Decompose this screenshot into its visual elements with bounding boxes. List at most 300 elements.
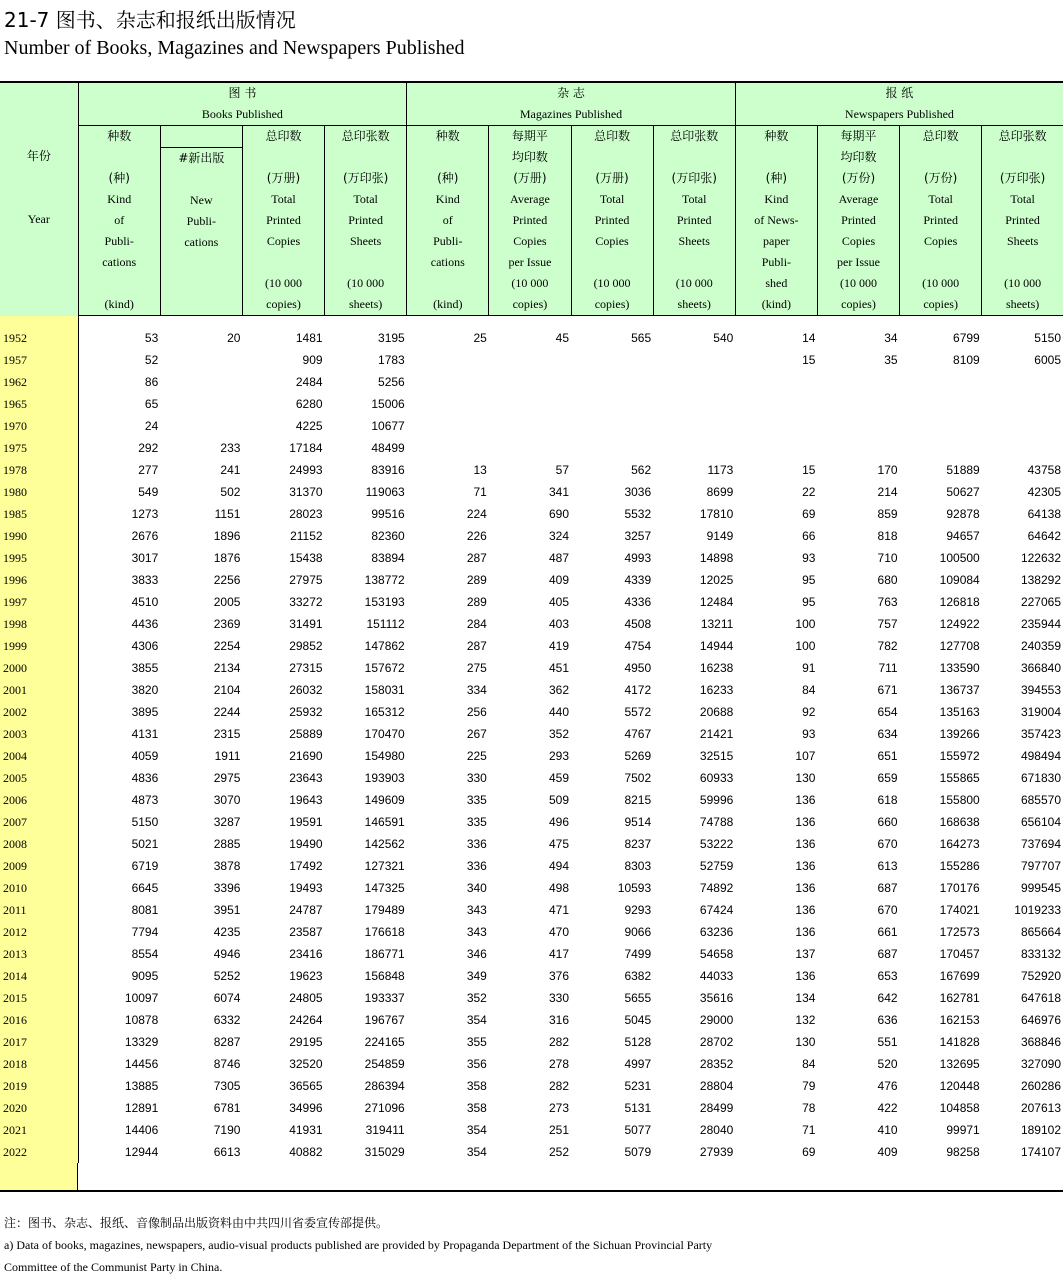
value-cell: 24 [144,419,159,433]
col-label-cn: 总印张数 [998,129,1047,143]
value-cell: 8081 [131,903,159,917]
value-cell [653,349,735,371]
value-cell: 214 [877,485,898,499]
value-cell: 136 [795,925,816,939]
col-label-cn: 种数 [107,129,132,143]
value-cell: 282 [548,1035,569,1049]
newspapers-group-en: Newspapers Published [844,107,954,121]
value-cell: 498 [548,881,569,895]
value-cell: 260286 [1020,1079,1061,1093]
value-cell: 48499 [371,441,405,455]
year-cell [0,316,78,328]
value-cell: 451 [548,661,569,675]
col-label-en: Kind [107,192,132,206]
value-cell: 24264 [289,1013,323,1027]
year-cell: 2018 [0,1053,78,1075]
value-cell: 120448 [939,1079,980,1093]
value-cell: 324 [548,529,569,543]
value-cell: 67424 [699,903,734,917]
value-cell: 28702 [699,1035,734,1049]
year-cell: 2009 [0,855,78,877]
value-cell: 6280 [295,397,323,411]
value-cell: 28023 [289,507,323,521]
value-cell: 282 [548,1079,569,1093]
value-cell: 2134 [213,661,241,675]
col-unit-en: sheets) [1005,297,1040,311]
value-cell: 358 [466,1079,487,1093]
value-cell [407,437,489,459]
newspapers-group-cn: 报 纸 [885,86,914,100]
value-cell: 84 [802,683,816,697]
col-label-en: Copies [266,234,301,248]
value-cell: 14406 [124,1123,159,1137]
value-cell: 349 [466,969,487,983]
value-cell: 1151 [214,507,241,521]
value-cell: 647618 [1020,991,1061,1005]
col-label-cn: 总印数 [594,129,631,143]
value-cell: 19643 [289,793,323,807]
year-column-fill [0,1163,78,1190]
value-cell: 4767 [624,727,652,741]
table-row [0,569,1063,591]
value-cell: 153193 [364,595,405,609]
table-row [0,701,1063,723]
year-cell: 2014 [0,965,78,987]
value-cell: 999545 [1020,881,1061,895]
table-row [0,437,1063,459]
value-cell: 330 [548,991,569,1005]
table-row [0,679,1063,701]
value-cell: 2885 [213,837,241,851]
value-cell: 2244 [213,705,241,719]
col-unit-en: copies) [266,297,301,311]
table-row [0,503,1063,525]
value-cell: 4873 [131,793,159,807]
value-cell: 6799 [953,331,980,345]
value-cell: 53 [144,331,159,345]
value-cell: 147862 [364,639,405,653]
value-cell [571,437,653,459]
value-cell: 354 [466,1013,487,1027]
value-cell: 5231 [624,1079,652,1093]
value-cell: 9149 [706,529,734,543]
year-cell: 2005 [0,767,78,789]
value-cell: 3895 [131,705,159,719]
value-cell: 7499 [624,947,652,961]
value-cell [489,349,571,371]
value-cell: 275 [466,661,487,675]
col-label-en: Printed [841,213,876,227]
value-cell: 136 [795,903,816,917]
value-cell: 17184 [289,441,323,455]
books-new-header [160,126,242,316]
value-cell: 5077 [624,1123,652,1137]
value-cell: 15 [802,353,816,367]
value-cell: 737694 [1020,837,1061,851]
value-cell: 19490 [289,837,323,851]
value-cell: 6005 [1034,353,1061,367]
value-cell: 8287 [213,1035,241,1049]
value-cell: 319411 [365,1123,405,1137]
value-cell: 7190 [213,1123,241,1137]
col-unit-cn: (万份) [841,171,876,185]
value-cell: 71 [473,485,487,499]
year-cell: 1975 [0,437,78,459]
value-cell: 13885 [124,1079,159,1093]
value-cell: 502 [220,485,241,499]
table-row [0,1141,1063,1163]
col-label-en: Total [681,192,707,206]
value-cell: 135163 [939,705,980,719]
value-cell: 687 [877,947,898,961]
value-cell: 562 [631,463,652,477]
year-cell: 1965 [0,393,78,415]
value-cell: 293 [548,749,569,763]
table-row [0,1009,1063,1031]
year-cell: 2012 [0,921,78,943]
value-cell: 235944 [1020,617,1061,631]
value-cell: 368846 [1020,1035,1061,1049]
value-cell: 136 [795,837,816,851]
col-unit-cn: (种) [108,171,130,185]
value-cell: 100 [795,639,816,653]
magazines-kinds-header [407,126,489,316]
col-label-en: Printed [512,213,548,227]
value-cell: 520 [877,1057,898,1071]
value-cell: 289 [466,595,487,609]
col-label-en: of [114,213,125,227]
value-cell: 354 [466,1145,487,1159]
value-cell: 4946 [213,947,241,961]
value-cell: 147325 [364,881,405,895]
value-cell: 4306 [131,639,159,653]
year-cell: 2015 [0,987,78,1009]
table-row [0,635,1063,657]
value-cell: 170176 [939,881,980,895]
table-row [0,547,1063,569]
value-cell: 28352 [699,1057,734,1071]
value-cell: 422 [877,1101,898,1115]
col-label-cn: 均印数 [840,150,877,164]
value-cell: 25889 [289,727,323,741]
value-cell: 3820 [131,683,159,697]
value-cell: 287 [466,639,487,653]
value-cell: 24805 [289,991,323,1005]
col-unit-en: copies) [594,297,630,311]
col-unit-en: (10 000 [840,276,877,290]
value-cell: 6382 [624,969,652,983]
value-cell: 119063 [365,485,405,499]
col-unit-en: (kind) [433,297,463,311]
value-cell: 20 [227,331,241,345]
year-cell: 2022 [0,1141,78,1163]
value-cell: 651 [877,749,898,763]
value-cell: 95 [802,573,816,587]
value-cell: 9066 [624,925,652,939]
value-cell: 74892 [699,881,734,895]
value-cell: 680 [877,573,898,587]
value-cell: 15006 [371,397,405,411]
value-cell: 475 [548,837,569,851]
value-cell: 471 [548,903,569,917]
year-cell: 1998 [0,613,78,635]
value-cell: 4131 [131,727,159,741]
col-label-en: Total [1010,192,1035,206]
value-cell: 833132 [1020,947,1061,961]
value-cell: 12484 [699,595,734,609]
value-cell: 818 [877,529,898,543]
spacer-cell [78,316,1063,328]
value-cell: 653 [877,969,898,983]
data-grid [0,83,1063,1163]
value-cell: 79 [802,1079,816,1093]
value-cell: 99971 [946,1123,980,1137]
table-row [0,723,1063,745]
value-cell: 35616 [699,991,734,1005]
value-cell: 752920 [1020,969,1061,983]
value-cell: 66 [802,529,816,543]
table-row [0,349,1063,371]
value-cell: 34 [884,331,898,345]
value-cell: 45 [555,331,569,345]
col-label-cn: 总印张数 [341,129,390,143]
col-label-en: cations [102,255,137,269]
value-cell: 100 [795,617,816,631]
value-cell: 3951 [213,903,241,917]
value-cell: 157672 [364,661,405,675]
value-cell: 315029 [364,1145,405,1159]
value-cell: 358 [466,1101,487,1115]
value-cell: 83916 [371,463,405,477]
table-row [0,789,1063,811]
value-cell: 12025 [699,573,734,587]
value-cell: 278 [548,1057,569,1071]
value-cell: 256 [466,705,487,719]
value-cell: 4436 [131,617,159,631]
year-cell: 1952 [0,327,78,349]
value-cell: 5252 [213,969,241,983]
value-cell: 63236 [699,925,734,939]
value-cell: 93 [802,551,816,565]
value-cell [571,415,653,437]
value-cell: 10878 [124,1013,159,1027]
value-cell: 352 [466,991,487,1005]
value-cell: 494 [548,859,569,873]
value-cell: 6613 [213,1145,241,1159]
value-cell: 78 [802,1101,816,1115]
value-cell: 865664 [1020,925,1061,939]
value-cell: 319004 [1020,705,1061,719]
value-cell: 334 [466,683,487,697]
value-cell: 292 [138,441,159,455]
value-cell: 20688 [699,705,734,719]
value-cell: 28804 [699,1079,734,1093]
value-cell: 21690 [289,749,323,763]
value-cell: 487 [548,551,569,565]
col-unit-cn: (万印张) [342,171,389,185]
year-cell: 2001 [0,679,78,701]
value-cell: 31491 [289,617,323,631]
value-cell [407,371,489,393]
value-cell: 167699 [939,969,980,983]
value-cell: 130 [795,771,816,785]
value-cell: 5128 [624,1035,652,1049]
col-label-en: Printed [923,213,958,227]
col-label-en: Average [510,192,550,206]
value-cell: 636 [877,1013,898,1027]
col-label-en: shed [765,276,788,290]
year-cell: 2010 [0,877,78,899]
value-cell: 710 [877,551,898,565]
value-cell: 4059 [131,749,159,763]
value-cell: 1783 [378,353,405,367]
value-cell: 156848 [364,969,405,983]
year-cell: 2011 [0,899,78,921]
col-label-en: cations [184,235,219,249]
note-chinese: 注：图书、杂志、报纸、音像制品出版资料由中共四川省委宣传部提供。 [4,1216,389,1230]
value-cell: 29852 [289,639,323,653]
value-cell [653,415,735,437]
value-cell: 86 [144,375,159,389]
year-cell: 1980 [0,481,78,503]
value-cell: 4225 [295,419,323,433]
col-label-en: Printed [1005,213,1040,227]
value-cell: 3070 [213,793,241,807]
col-unit-en: (10 000 [593,276,631,290]
value-cell: 83894 [371,551,405,565]
value-cell: 670 [877,837,898,851]
value-cell: 410 [877,1123,898,1137]
value-cell: 352 [548,727,569,741]
col-label-cn: 种数 [764,129,789,143]
value-cell: 356 [466,1057,487,1071]
value-cell: 136 [795,859,816,873]
col-unit-cn: (万册) [266,171,301,185]
value-cell: 252 [548,1145,569,1159]
col-label-en: Copies [841,234,876,248]
table-row [0,943,1063,965]
value-cell: 155286 [939,859,980,873]
value-cell: 277 [138,463,159,477]
value-cell: 366840 [1020,661,1061,675]
value-cell: 98258 [946,1145,980,1159]
value-cell: 5256 [378,375,405,389]
col-label-en: paper [763,234,790,248]
value-cell: 1273 [131,507,159,521]
value-cell: 5655 [624,991,652,1005]
value-cell: 8215 [624,793,652,807]
value-cell: 127321 [364,859,405,873]
col-label-en: Sheets [349,234,382,248]
value-cell: 10677 [371,419,405,433]
col-label-cn: 总印数 [922,129,959,143]
value-cell: 6781 [213,1101,241,1115]
col-label-en: cations [430,255,465,269]
value-cell: 189102 [1020,1123,1061,1137]
table-row [0,1119,1063,1141]
table-row [0,657,1063,679]
col-unit-en: sheets) [677,297,711,311]
value-cell: 162153 [939,1013,980,1027]
year-cell: 2004 [0,745,78,767]
value-cell: 476 [877,1079,898,1093]
value-cell: 5532 [624,507,652,521]
year-cell: 1997 [0,591,78,613]
value-cell: 19493 [289,881,323,895]
value-cell: 52759 [699,859,734,873]
value-cell: 343 [466,925,487,939]
col-label-en: Printed [594,213,630,227]
year-cell: 2019 [0,1075,78,1097]
col-unit-en: (10 000 [347,276,385,290]
value-cell: 5021 [131,837,159,851]
value-cell: 1173 [707,463,734,477]
value-cell: 124922 [939,617,980,631]
value-cell: 330 [466,771,487,785]
value-cell: 65 [144,397,159,411]
value-cell: 170470 [364,727,405,741]
value-cell: 141828 [939,1035,980,1049]
value-cell: 659 [877,771,898,785]
newspapers-group-header [735,83,1063,126]
value-cell: 4235 [213,925,241,939]
magazines-group-cn: 杂 志 [557,86,585,100]
value-cell: 23587 [289,925,323,939]
magazines-total-copies-header [571,126,653,316]
table-row [0,481,1063,503]
newspapers-total-sheets-header [982,126,1063,316]
value-cell: 671 [877,683,898,697]
value-cell: 8746 [213,1057,241,1071]
col-label-en: Printed [266,213,301,227]
table-title-chinese: 21-7 图书、杂志和报纸出版情况 [4,8,296,32]
value-cell: 1876 [213,551,241,565]
value-cell: 24993 [289,463,323,477]
table-row [0,921,1063,943]
value-cell: 74788 [699,815,734,829]
col-unit-en: (kind) [104,297,134,311]
table-row [0,745,1063,767]
col-label-cn: 总印数 [265,129,302,143]
value-cell: 14456 [124,1057,159,1071]
table-row [0,833,1063,855]
value-cell: 9514 [624,815,652,829]
value-cell: 155800 [939,793,980,807]
col-label-en: per Issue [837,255,880,269]
value-cell: 335 [466,793,487,807]
value-cell: 341 [548,485,569,499]
table-row [0,459,1063,481]
value-cell: 174107 [1020,1145,1061,1159]
statistics-table [0,81,1063,1192]
col-label-en: Copies [595,234,629,248]
value-cell: 565 [631,331,652,345]
value-cell: 7502 [624,771,652,785]
value-cell: 53222 [699,837,734,851]
col-label-cn: #新出版 [161,147,242,169]
value-cell: 23416 [289,947,323,961]
value-cell [817,437,899,459]
col-unit-cn: (万印张) [671,171,717,185]
value-cell: 100500 [939,551,980,565]
year-header-en: Year [27,212,50,226]
col-unit-cn: (种) [437,171,459,185]
value-cell: 3396 [213,881,241,895]
col-unit-cn: (万册) [595,171,629,185]
col-unit-cn: (万册) [513,171,547,185]
value-cell: 8554 [131,947,159,961]
value-cell: 9293 [624,903,652,917]
